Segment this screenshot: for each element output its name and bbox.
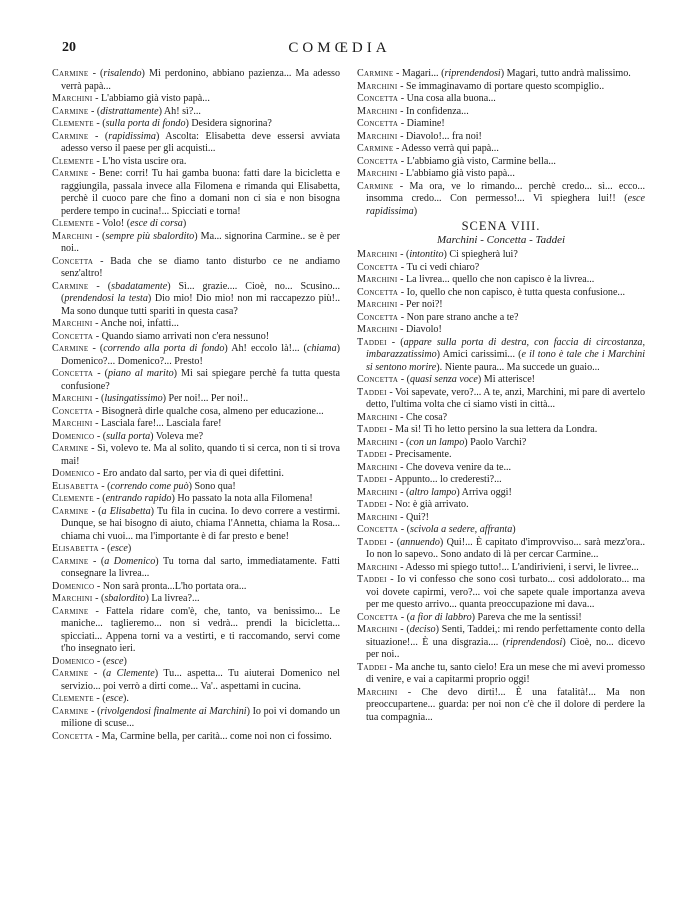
line-text: - Tu ci vedi chiaro? [398, 261, 480, 273]
speaker-name: Domenico [52, 580, 95, 592]
dialogue-line [357, 524, 645, 537]
dialogue-line [52, 393, 340, 406]
speaker-name: Carmine [52, 68, 89, 79]
right-column-after-scene [357, 249, 645, 724]
line-text: - Volo! ( [93, 218, 131, 229]
stage-direction: appare sulla porta di destra, con faccia di circostanza, imbarazzatissimo [366, 336, 645, 360]
speaker-name: Concetta [357, 374, 399, 385]
stage-direction: sbadatamente [111, 280, 168, 292]
line-text: - ( [88, 668, 107, 679]
speaker-name: Marchini [357, 411, 398, 423]
dialogue-line [52, 281, 340, 319]
speaker-name: Marchini [357, 80, 398, 92]
dialogue-line [357, 412, 645, 425]
speaker-name: Concetta [52, 405, 94, 417]
dialogue-line [357, 487, 645, 500]
stage-direction: risalendo [103, 68, 142, 79]
dialogue-line [357, 312, 645, 325]
stage-direction: riprendendosi [444, 68, 501, 79]
line-text: ) Tu... aspetta... Tu aiuterai Domenico nel servizio... poi verrò a dirti come... Va'.. aspettami in cucina. [61, 668, 340, 692]
dialogue-line [357, 81, 645, 94]
line-text: - In confidenza... [397, 105, 469, 117]
stage-direction: scivola a sedere, affranta [410, 524, 513, 535]
line-text: - La livrea... quello che non capisco è la livrea... [397, 274, 595, 285]
dialogue-line [357, 249, 645, 262]
line-text: - Se immaginavamo di portare questo scompiglio.. [397, 80, 605, 92]
line-text: - Voi sapevate, vero?... A te, anzi, Marchini, mi pare di avertelo detto, l'ultima volta che ci siamo visti in città... [366, 386, 645, 410]
line-text: ) Mi perdonino, abbiano pazienza... Ma adesso verrà papà... [61, 68, 340, 92]
line-text: - ( [397, 486, 410, 498]
line-text: - Una cosa alla buona... [398, 93, 496, 104]
stage-direction: intontito [409, 249, 444, 260]
journal-title: COMŒDIA [288, 40, 391, 56]
line-text: - Io vi confesso che sono così turbato... così addolorato... ma voi dovete capirmi, vero?... voi che sapete quale importanza aveva per me questo arrivo... quanta preoccupazione mi dava... [366, 574, 645, 610]
line-text: ). [122, 693, 129, 704]
line-text: - Magari... ( [393, 68, 445, 79]
speaker-name: Concetta [357, 311, 399, 323]
line-text: - Ma sì! Ti ho letto persino la sua lettera da Londra. [386, 424, 598, 435]
dialogue-line [52, 481, 340, 494]
line-text: ) Tu torna dal sarto, immediatamente. Fatti consegnare la livrea... [61, 555, 340, 579]
line-text: - L'abbiamo già visto papà... [92, 93, 210, 104]
line-text: ) Cioè, no... dicevo per noi.. [366, 636, 645, 660]
dialogue-line [357, 181, 645, 219]
speaker-name: Marchini [52, 393, 93, 404]
dialogue-line [357, 93, 645, 106]
speaker-name: Carmine [357, 180, 394, 192]
dialogue-line [357, 424, 645, 437]
speaker-name: Clemente [52, 693, 94, 704]
stage-direction: e il tono è tale che i Marchini si sentono morire [366, 349, 645, 373]
line-text: - ( [88, 555, 105, 567]
line-text: - Appunto... lo crederesti?... [386, 474, 502, 485]
line-text: - L'abbiamo già visto papà... [397, 168, 515, 179]
stage-direction: esce rapidissima [366, 193, 645, 217]
speaker-name: Concetta [357, 93, 399, 104]
line-text: ) Arriva oggi! [456, 486, 512, 498]
line-text: - ( [98, 543, 111, 554]
stage-direction: a fior di labbro [410, 611, 472, 623]
speaker-name: Taddei [357, 661, 387, 673]
dialogue-line [52, 131, 340, 156]
line-text: - ( [386, 536, 401, 548]
dialogue-line [357, 131, 645, 144]
stage-direction: a Domenico [104, 555, 156, 567]
line-text: - Che doveva venire da te... [397, 461, 512, 473]
speaker-name: Taddei [357, 474, 387, 485]
line-text: ) Senti, Taddei,: mi rendo perfettamente conto della situazione!... È una disgrazia.... ( [366, 624, 646, 648]
speaker-name: Carmine [52, 130, 89, 142]
stage-direction: a Clemente [106, 668, 155, 679]
line-text: - Ma anche tu, santo cielo! Era un mese che mi avevi promesso di venire, e vai a capitarmi proprio oggi! [366, 661, 645, 685]
line-text: ) [512, 524, 516, 535]
speaker-name: Carmine [52, 168, 89, 179]
stage-direction: chiama [306, 343, 337, 354]
line-text: ) Ma... signorina Carmine.. se è per noi.. [61, 230, 340, 254]
dialogue-line [357, 687, 645, 725]
dialogue-line [52, 231, 340, 256]
line-text: - ( [93, 118, 106, 129]
dialogue-line [357, 449, 645, 462]
stage-direction: entrando rapido [105, 493, 172, 504]
speaker-name: Elisabetta [52, 480, 99, 492]
speaker-name: Marchini [357, 686, 398, 698]
dialogue-line [52, 256, 340, 281]
dialogue-line [52, 731, 340, 744]
line-text: ) Paolo Varchi? [464, 436, 527, 448]
speaker-name: Carmine [52, 668, 89, 679]
speaker-name: Taddei [357, 449, 387, 460]
dialogue-line [52, 331, 340, 344]
line-text: ) Sono qua! [188, 480, 236, 492]
line-text: - ( [94, 655, 107, 667]
dialogue-line [52, 406, 340, 419]
stage-direction: esce [110, 543, 128, 554]
line-text: ) Ascolta: Elisabetta deve essersi avviata adesso verso il paese per gli acquisti... [61, 130, 340, 154]
speaker-name: Taddei [357, 536, 387, 548]
stage-direction: correndo alla porta di fondo [103, 343, 225, 354]
dialogue-line [52, 343, 340, 368]
dialogue-line [52, 168, 340, 218]
line-text: - ( [88, 705, 101, 717]
line-text: ) La livrea?... [145, 593, 200, 604]
speaker-name: Marchini [52, 418, 93, 429]
speaker-name: Clemente [52, 155, 94, 167]
dialogue-line [357, 337, 645, 375]
line-text: - No: è già arrivato. [386, 499, 469, 510]
line-text: - Sì, volevo te. Ma al solito, quando ti si cerca, non ti si trova mai! [61, 443, 340, 467]
speaker-name: Marchini [357, 299, 398, 310]
speaker-name: Marchini [357, 624, 398, 635]
speaker-name: Concetta [357, 261, 399, 273]
line-text: ) Mi sai spiegare perchè fa tutta questa confusione? [61, 368, 341, 392]
speaker-name: Taddei [357, 424, 387, 435]
dialogue-line [357, 168, 645, 181]
speaker-name: Taddei [357, 336, 387, 348]
speaker-name: Concetta [357, 118, 399, 129]
line-text: ) Ci spiegherà lui? [443, 249, 518, 260]
line-text: - ( [98, 480, 111, 492]
stage-direction: sbalordito [104, 593, 146, 604]
dialogue-line [357, 374, 645, 387]
line-text: - ( [88, 130, 109, 142]
speaker-name: Concetta [357, 286, 399, 298]
line-text: - ( [92, 230, 106, 242]
stage-direction: annuendo [400, 536, 440, 548]
stage-direction: con un lampo [409, 436, 465, 448]
speaker-name: Carmine [357, 143, 394, 154]
dialogue-line [52, 156, 340, 169]
speaker-name: Clemente [52, 118, 94, 129]
dialogue-line [357, 106, 645, 119]
dialogue-line [52, 506, 340, 544]
stage-direction: a Elisabetta [101, 505, 151, 517]
dialogue-line [357, 499, 645, 512]
dialogue-line [357, 324, 645, 337]
line-text: - Quando siamo arrivati non c'era nessuno! [93, 330, 270, 342]
line-text: ) Domenico?... Domenico?... Presto! [61, 343, 340, 367]
dialogue-line [52, 543, 340, 556]
line-text: - ( [94, 430, 107, 442]
line-text: ) Ho passato la nota alla Filomena! [171, 493, 313, 504]
dialogue-line [52, 606, 340, 656]
stage-direction: rivolgendosi finalmente ai Marchini [100, 705, 247, 717]
line-text: ) Tu fila in cucina. Io devo correre a vestirmi. Dunque, se hai bisogno di aiuto, chiama l'Annetta, chiama la Rosa... chiama chi vuoi... ma l'importante è di far presto e bene! [61, 505, 340, 542]
line-text: - ( [386, 336, 404, 348]
dialogue-line [52, 368, 340, 393]
speaker-name: Marchini [357, 168, 398, 179]
dialogue-line [52, 493, 340, 506]
speaker-name: Carmine [52, 105, 89, 117]
right-column-before-scene [357, 68, 645, 218]
dialogue-line [357, 156, 645, 169]
line-text: - ( [92, 393, 105, 404]
line-text: - ( [93, 368, 108, 379]
line-text: - Bene: corri! Tu hai gamba buona: fatti dare la bicicletta e raggiungila, passala invece alla Filomena e rimanda qui Elisabetta, perchè il cuoco pare che fino a domani non ci sia e non bisogna perdere tempo in cucina!... Spicciati e torna! [61, 168, 340, 217]
dialogue-line [52, 218, 340, 231]
line-text: ) [182, 218, 187, 229]
line-text: - ( [397, 436, 410, 448]
speaker-name: Marchini [357, 486, 398, 498]
line-text: ) Ah! eccolo là!... ( [224, 343, 307, 354]
speaker-name: Marchini [52, 593, 93, 604]
line-text: ) Desidera signorina? [185, 118, 272, 129]
line-text: - ( [88, 505, 102, 517]
speaker-name: Concetta [52, 368, 94, 379]
speaker-name: Carmine [52, 505, 89, 517]
dialogue-line [357, 387, 645, 412]
dialogue-line [357, 474, 645, 487]
line-text: - ( [88, 105, 101, 117]
right-column [357, 68, 645, 724]
dialogue-line [357, 274, 645, 287]
page-number: 20 [62, 40, 76, 55]
dialogue-line [357, 624, 645, 662]
dialogue-line [357, 118, 645, 131]
dialogue-line [357, 68, 645, 81]
stage-direction: quasi senza voce [410, 374, 478, 385]
left-column [52, 68, 340, 743]
dialogue-line [357, 299, 645, 312]
speaker-name: Domenico [52, 468, 95, 479]
speaker-name: Carmine [52, 443, 89, 454]
line-text: - Precisamente. [386, 449, 452, 460]
line-text: ) Qui!... È capitato d'improvviso... sarà mezz'ora.. Io non lo sapevo.. Sono andato di là per cercar Carmine... [366, 536, 645, 560]
stage-direction: riprendendosi [506, 636, 563, 648]
line-text: - Io, quello che non capisco, è tutta questa confusione... [398, 286, 625, 298]
speaker-name: Marchini [357, 324, 398, 335]
dialogue-line [357, 612, 645, 625]
speaker-name: Clemente [52, 218, 94, 229]
line-text: - ( [398, 524, 411, 535]
line-text: ) Io poi vi domando un milione di scuse... [61, 705, 340, 729]
line-text: - Che cosa? [397, 411, 448, 423]
line-text: - ( [397, 624, 410, 635]
dialogue-line [357, 462, 645, 475]
line-text: - Per noi?! [397, 299, 443, 310]
line-text: - ( [88, 343, 104, 354]
line-text: - L'ho vista uscire ora. [93, 155, 187, 167]
speaker-name: Carmine [52, 280, 89, 292]
line-text: - Anche noi, infatti... [92, 318, 179, 329]
speaker-name: Concetta [357, 155, 399, 167]
dialogue-line [52, 431, 340, 444]
stage-direction: distrattamente [100, 105, 159, 117]
speaker-name: Marchini [357, 274, 398, 285]
stage-direction: prendendosi la testa [64, 293, 148, 304]
line-text: ) Dio mio! Dio mio! non mi raccapezzo più!.. Ma sono dunque tutti spariti in questa casa? [61, 293, 340, 317]
stage-direction: correndo come può [110, 480, 189, 492]
speaker-name: Marchini [357, 461, 398, 473]
speaker-name: Marchini [52, 318, 93, 329]
dialogue-line [52, 693, 340, 706]
line-text: ) Per noi!... Per noi!.. [162, 393, 249, 404]
line-text: - ( [88, 68, 104, 79]
line-text: - Ma ora, ve lo rimando... perchè credo... sì... ecco... insomma credo... Con permesso!... Vi spieghera lui!! ( [366, 180, 645, 204]
line-text: - Non sarà pronta...L'ho portata ora... [94, 580, 247, 592]
line-text: - Diavolo! [397, 324, 442, 335]
stage-direction: altro lampo [409, 486, 457, 498]
dialogue-line [357, 562, 645, 575]
scene-cast: Marchini - Concetta - Taddei [436, 234, 566, 246]
dialogue-line [357, 537, 645, 562]
speaker-name: Marchini [357, 105, 398, 117]
line-text: ) Amici carissimi... ( [436, 349, 522, 360]
stage-direction: sulla porta di fondo [105, 118, 186, 129]
speaker-name: Marchini [357, 561, 398, 573]
line-text: ) [123, 655, 127, 667]
speaker-name: Concetta [52, 255, 94, 267]
dialogue-line [357, 437, 645, 450]
line-text: - Qui?! [397, 511, 429, 523]
line-text: - ( [93, 693, 106, 704]
speaker-name: Carmine [357, 68, 394, 79]
stage-direction: rapidissima [108, 130, 156, 142]
dialogue-line [52, 443, 340, 468]
line-text: - Lasciala fare!... Lasciala fare! [92, 418, 222, 429]
stage-direction: esce di corsa [130, 218, 183, 229]
line-text: - L'abbiamo già visto, Carmine bella... [398, 155, 556, 167]
dialogue-line [52, 468, 340, 481]
line-text: - Non pare strano anche a te? [398, 311, 519, 323]
line-text: - ( [88, 280, 112, 292]
line-text: - ( [398, 611, 411, 623]
speaker-name: Marchini [357, 130, 398, 142]
line-text: - ( [397, 249, 410, 260]
dialogue-line [52, 556, 340, 581]
stage-direction: sulla porta [106, 430, 151, 442]
stage-direction: esce [106, 655, 124, 667]
dialogue-line [52, 318, 340, 331]
stage-direction: esce [105, 693, 123, 704]
line-text: ) Mi atterisce! [477, 374, 536, 385]
scene-title: SCENA VIII. [461, 219, 541, 233]
line-text: ) Pareva che me la sentissi! [471, 611, 582, 623]
speaker-name: Clemente [52, 493, 94, 504]
line-text: - Ero andato dal sarto, per via di quei difettini. [94, 468, 284, 479]
dialogue-line [52, 93, 340, 106]
line-text: - ( [398, 374, 411, 385]
speaker-name: Domenico [52, 655, 95, 667]
speaker-name: Concetta [357, 524, 399, 535]
line-text: - Diamine! [398, 118, 445, 129]
dialogue-line [52, 706, 340, 731]
dialogue-line [52, 68, 340, 93]
speaker-name: Elisabetta [52, 543, 99, 554]
stage-direction: deciso [409, 624, 436, 635]
speaker-name: Carmine [52, 705, 89, 717]
speaker-name: Carmine [52, 555, 89, 567]
line-text: - Bisognerà dirle qualche cosa, almeno per educazione... [93, 405, 324, 417]
line-text: ) [413, 205, 418, 217]
dialogue-line [357, 574, 645, 612]
stage-direction: piano al marito [107, 368, 174, 379]
line-text: ) [127, 543, 132, 554]
stage-direction: sempre più sbalordito [105, 230, 195, 242]
dialogue-line [357, 662, 645, 687]
dialogue-line [52, 581, 340, 594]
speaker-name: Domenico [52, 430, 95, 442]
line-text: - Bada che se diamo tanto disturbo ce ne andiamo senz'altro! [61, 255, 340, 279]
speaker-name: Taddei [357, 386, 387, 398]
dialogue-line [357, 287, 645, 300]
stage-direction: lusingatissimo [104, 393, 163, 404]
dialogue-line [357, 262, 645, 275]
dialogue-line [52, 656, 340, 669]
line-text: - Fattela ridare com'è, che, tanto, va benissimo... Le maniche... taglieremo... non si vedrà... prendi la bicicletta... spicciati... Appena torni va a vestirti, e ti raccomando, servi come t'ho insegnato ieri. [61, 605, 340, 654]
dialogue-line [52, 668, 340, 693]
line-text: ) Magari, tutto andrà malissimo. [500, 68, 631, 79]
line-text: - Adesso verrà qui papà... [393, 143, 499, 154]
dialogue-line [52, 418, 340, 431]
line-text: - Diavolo!... fra noi! [397, 130, 482, 142]
speaker-name: Marchini [52, 93, 93, 104]
speaker-name: Marchini [357, 511, 398, 523]
line-text: - Che devo dirti!... È una fatalità!... Ma non preoccupartene... guarda: per noi non c'è che il dolore di perdere la tua compagnia... [366, 686, 645, 723]
speaker-name: Taddei [357, 499, 387, 510]
dialogue-line [357, 143, 645, 156]
dialogue-line [52, 106, 340, 119]
speaker-name: Carmine [52, 605, 89, 617]
dialogue-line [52, 593, 340, 606]
speaker-name: Concetta [357, 611, 399, 623]
speaker-name: Marchini [357, 436, 398, 448]
line-text: ). Niente paura... Ma succede un guaio... [436, 361, 600, 373]
speaker-name: Concetta [52, 330, 94, 342]
speaker-name: Marchini [52, 230, 93, 242]
dialogue-line [357, 512, 645, 525]
speaker-name: Taddei [357, 574, 387, 585]
line-text: ) Ah! sì?... [158, 105, 201, 117]
line-text: - ( [92, 593, 105, 604]
line-text: - ( [93, 493, 106, 504]
line-text: ) Sì... grazie.... Cioè, no... Scusino... ( [61, 280, 340, 304]
line-text: - Adesso mi spiego tutto!... L'andirivieni, i servi, le livree... [397, 561, 639, 573]
line-text: - Ma, Carmine bella, per carità... come noi non ci fossimo. [93, 730, 332, 742]
dialogue-line [52, 118, 340, 131]
line-text: ) Voleva me? [150, 430, 204, 442]
speaker-name: Marchini [357, 249, 398, 260]
speaker-name: Carmine [52, 343, 89, 354]
speaker-name: Concetta [52, 730, 94, 742]
